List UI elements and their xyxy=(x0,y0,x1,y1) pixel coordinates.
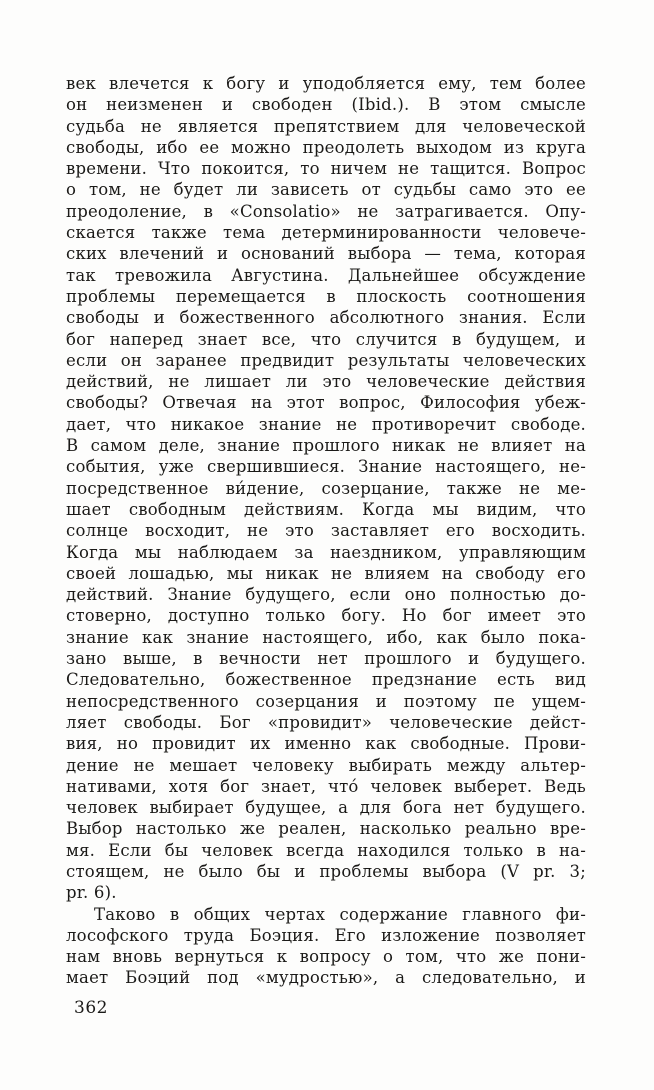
text-line: дение не мешает человеку выбирать между альтер- xyxy=(66,755,586,775)
text-line: Выбор настолько же реален, насколько реально вре- xyxy=(66,819,586,839)
text-line: действий, не лишает ли это человеческие действия xyxy=(66,372,586,392)
text-line: события, уже свершившиеся. Знание настоящего, не- xyxy=(66,457,586,477)
text-line: ских влечений и оснований выбора — тема, которая xyxy=(66,244,586,264)
text-line: человек выбирает будущее, а для бога нет будущего. xyxy=(66,798,586,818)
text-line: если он заранее предвидит результаты человеческих xyxy=(66,350,586,370)
text-line: преодоление, в «Consolatio» не затрагивается. Опу- xyxy=(66,201,586,221)
page-number: 362 xyxy=(74,998,108,1018)
text-line: непосредственного созерцания и поэтому пе ущем- xyxy=(66,691,586,711)
text-line: свободы? Отвечая на этот вопрос, Философия убеж- xyxy=(66,393,586,413)
text-line: проблемы перемещается в плоскость соотношения xyxy=(66,286,586,306)
text-line: ляет свободы. Бог «провидит» человеческие дейст- xyxy=(66,712,586,732)
text-line: о том, не будет ли зависеть от судьбы само это ее xyxy=(66,180,586,200)
text-line: стоящем, не было бы и проблемы выбора (V pr. 3; xyxy=(66,861,586,881)
text-line: свободы и божественного абсолютного знания. Если xyxy=(66,308,586,328)
text-line: скается также тема детерминированности человече- xyxy=(66,223,586,243)
text-line: лософского труда Боэция. Его изложение позволяет xyxy=(66,925,586,945)
text-line: Когда мы наблюдаем за наездником, управляющим xyxy=(66,542,586,562)
text-line: вия, но провидит их именно как свободные. Прови- xyxy=(66,734,586,754)
body-text xyxy=(66,73,586,989)
text-line: бог наперед знает все, что случится в будущем, и xyxy=(66,329,586,349)
text-line: век влечется к богу и уподобляется ему, тем более xyxy=(66,74,586,93)
text-line: нам вновь вернуться к вопросу о том, что же пони- xyxy=(66,947,586,967)
text-line: pr. 6). xyxy=(66,883,117,903)
text-line: знание как знание настоящего, ибо, как было пока- xyxy=(66,627,586,647)
text-line: Таково в общих чертах содержание главного фи- xyxy=(94,904,586,924)
text-line: судьба не является препятствием для человеческой xyxy=(66,116,586,136)
text-line: своей лошадью, мы никак не влияем на свободу его xyxy=(66,563,586,583)
text-line: мя. Если бы человек всегда находился только в на- xyxy=(66,840,586,860)
text-line: времени. Что покоится, то ничем не тащится. Вопрос xyxy=(66,159,586,179)
text-line: свободы, ибо ее можно преодолеть выходом из круга xyxy=(66,137,586,157)
text-line: В самом деле, знание прошлого никак не влияет на xyxy=(66,436,586,456)
text-line: солнце восходит, не это заставляет его восходить. xyxy=(66,521,586,541)
text-line: посредственное ви́дение, созерцание, также не ме- xyxy=(66,478,586,498)
text-line: зано выше, в вечности нет прошлого и будущего. xyxy=(66,649,586,669)
text-line: он неизменен и свободен (Ibid.). В этом смысле xyxy=(66,95,586,115)
text-line: мает Боэций под «мудростью», а следовательно, и xyxy=(66,968,586,988)
text-line: дает, что никакое знание не противоречит свободе. xyxy=(66,414,586,434)
text-line: стоверно, доступно только богу. Но бог имеет это xyxy=(66,606,586,626)
text-line: нативами, хотя бог знает, что́ человек выберет. Ведь xyxy=(66,776,586,796)
text-line: шает свободным действиям. Когда мы видим, что xyxy=(66,499,586,519)
text-line: так тревожила Августина. Дальнейшее обсуждение xyxy=(66,265,586,285)
text-line: Следовательно, божественное предзнание есть вид xyxy=(66,670,586,690)
text-line: действий. Знание будущего, если оно полностью до- xyxy=(66,585,586,605)
